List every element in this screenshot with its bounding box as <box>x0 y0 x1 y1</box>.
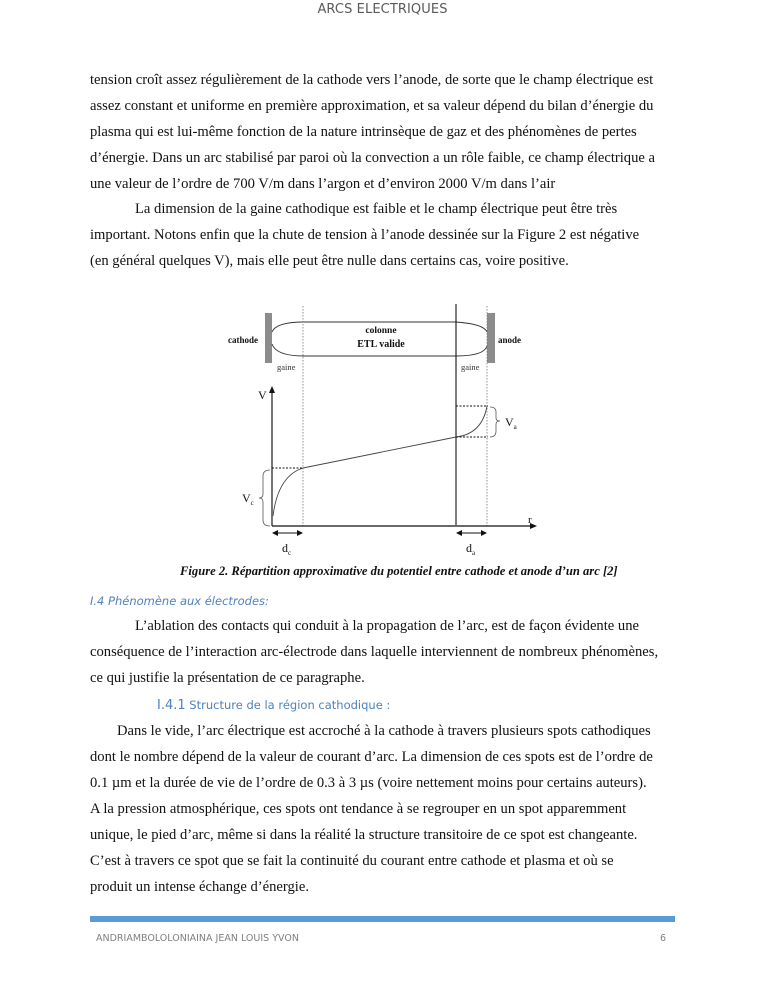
column-label-line1: colonne <box>365 326 397 336</box>
text-line: produit un intense échange d’énergie. <box>90 879 309 895</box>
text-line: conséquence de l’interaction arc-électrode dans laquelle interviennent de nombreux phénomènes, <box>90 644 659 660</box>
text-line: une valeur de l’ordre de 700 V/m dans l’argon et d’environ 2000 V/m dans l’air <box>90 176 556 192</box>
text-line: d’énergie. Dans un arc stabilisé par paroi où la convection a un rôle faible, ce champ électrique a <box>90 150 655 166</box>
column-potential-line <box>303 437 456 468</box>
footer-divider-bar <box>90 916 675 922</box>
text-line: Dans le vide, l’arc électrique est accroché à la cathode à travers plusieurs spots cathodiques <box>117 723 651 739</box>
cathode-fall-curve <box>273 468 303 516</box>
anode-electrode <box>487 313 495 363</box>
potential-diagram <box>220 298 550 560</box>
text-line: plasma qui est lui-même fonction de la nature intrinsèque de gaz et des phénomènes de pertes <box>90 124 637 140</box>
da-arrow-right-icon <box>481 530 487 536</box>
dc-label: $d_c$ <box>282 541 292 557</box>
text-line: A la pression atmosphérique, ces spots ont tendance à se regrouper en un spot apparemment <box>90 801 627 817</box>
anode-label: anode <box>498 335 522 345</box>
text-line: 0.1 µm et la durée de vie de l’ordre de 0.3 à 3 µs (voire nettement moins pour certains auteurs). <box>90 775 647 791</box>
dc-arrow-left-icon <box>272 530 278 536</box>
da-label: $d_a$ <box>466 541 476 557</box>
sheath-left-label: gaine <box>277 362 296 372</box>
text-line: L’ablation des contacts qui conduit à la propagation de l’arc, est de façon évidente une <box>135 618 639 634</box>
running-header-title: ARCS ELECTRIQUES <box>317 2 448 17</box>
text-line: (en général quelques V), mais elle peut être nulle dans certains cas, voire positive. <box>90 253 569 269</box>
text-line: assez constant et uniforme en première approximation, et sa valeur dépend du bilan d’énergie du <box>90 98 654 114</box>
va-label: $V_a$ <box>505 415 517 431</box>
dc-arrow-right-icon <box>297 530 303 536</box>
anode-fall-curve <box>456 406 487 437</box>
cathode-electrode <box>265 313 272 363</box>
text-line: C’est à travers ce spot que se fait la continuité du courant entre cathode et plasma et où se <box>90 853 614 869</box>
text-line: ce qui justifie la présentation de ce paragraphe. <box>90 670 365 686</box>
vc-label: $V_c$ <box>242 491 254 507</box>
column-label-line2: ETL valide <box>357 339 405 350</box>
subsection-number: I.4.1 <box>157 698 186 713</box>
paragraph-4 <box>90 718 676 900</box>
figure-potential-distribution <box>220 298 550 560</box>
text-line: unique, le pied d’arc, même si dans la réalité la structure transitoire de ce spot est changeante. <box>90 827 638 843</box>
page-number: 6 <box>660 933 667 944</box>
text-line: dont le nombre dépend de la valeur de courant d’arc. La dimension de ces spots est de l’ordre de <box>90 749 653 765</box>
subsection-title: Structure de la région cathodique : <box>189 698 391 712</box>
paragraph-3 <box>90 613 676 691</box>
figure-caption: Figure 2. Répartition approximative du potentiel entre cathode et anode d’un arc [2] <box>180 564 618 578</box>
paragraph-1 <box>90 67 676 197</box>
text-line: tension croît assez régulièrement de la cathode vers l’anode, de sorte que le champ électrique est <box>90 72 654 88</box>
da-arrow-left-icon <box>456 530 462 536</box>
y-axis-label: V <box>258 388 267 402</box>
y-axis-arrow-icon <box>269 386 275 393</box>
subsection-heading-1-4-1 <box>157 698 390 713</box>
cathode-label: cathode <box>228 335 258 345</box>
va-brace <box>490 407 500 437</box>
x-axis-label: r <box>528 514 532 526</box>
footer-author: ANDRIAMBOLOLONIAINA JEAN LOUIS YVON <box>96 933 299 944</box>
text-line: La dimension de la gaine cathodique est faible et le champ électrique peut être très <box>135 201 618 217</box>
vc-brace <box>259 470 270 526</box>
paragraph-2 <box>90 196 676 274</box>
sheath-right-label: gaine <box>461 362 480 372</box>
text-line: important. Notons enfin que la chute de tension à l’anode dessinée sur la Figure 2 est négative <box>90 227 640 243</box>
section-heading-1-4: I.4 Phénomène aux électrodes: <box>90 594 269 608</box>
